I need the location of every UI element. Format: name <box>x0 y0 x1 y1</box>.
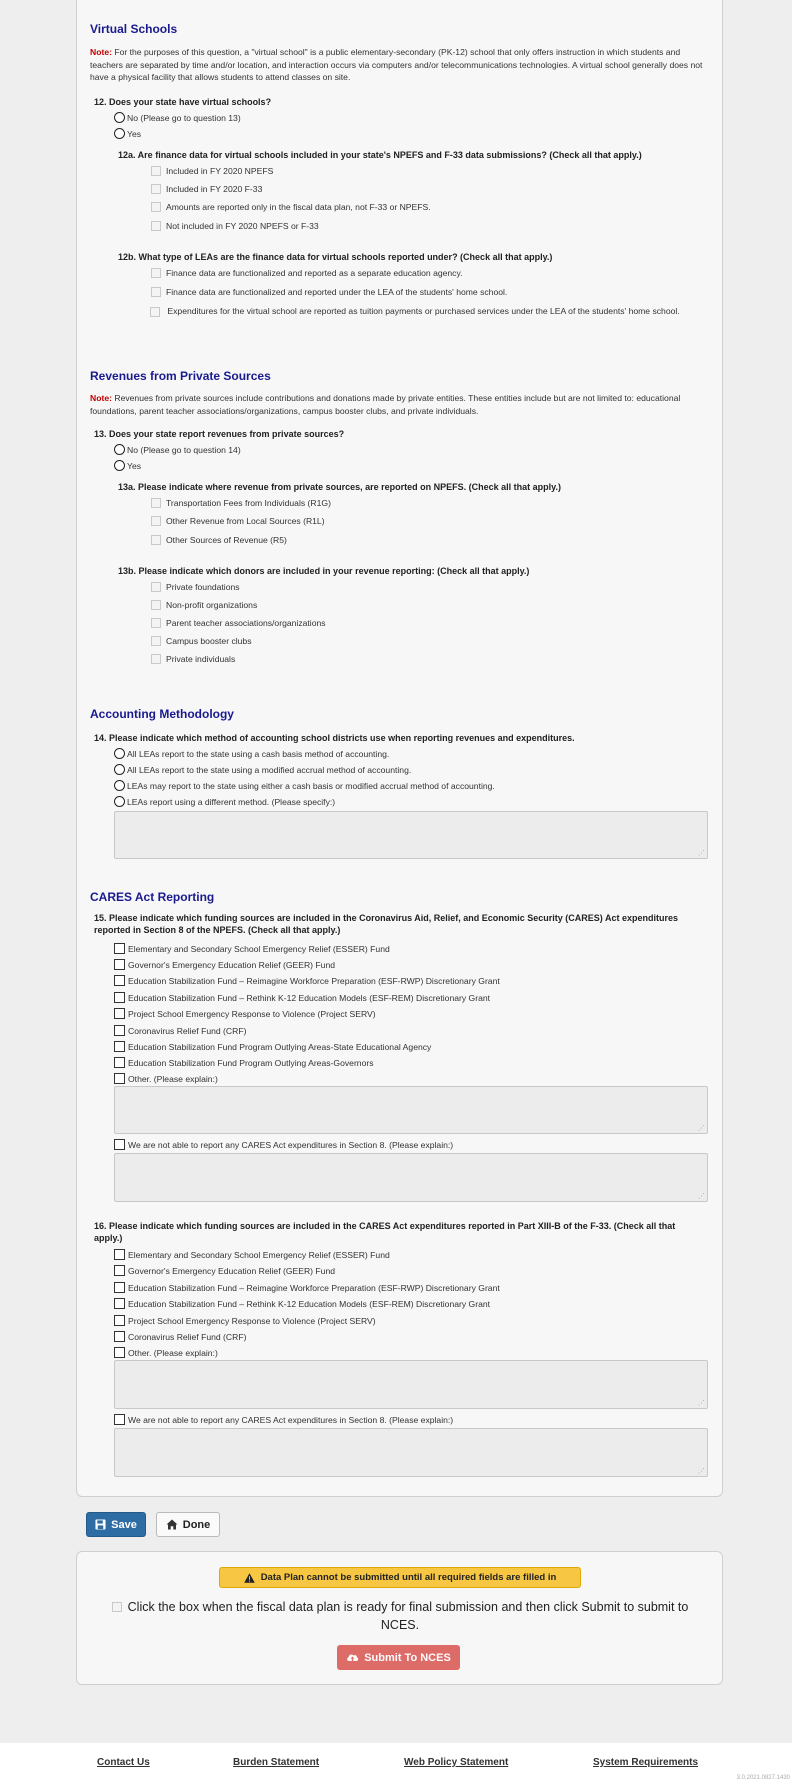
cloud-upload-icon <box>346 1652 359 1663</box>
q12b-option[interactable] <box>151 287 507 297</box>
checkbox[interactable] <box>151 582 161 592</box>
version-number: 3.0.2021.0827.1430 <box>736 1775 790 1781</box>
q16-not-able-textarea[interactable] <box>114 1428 708 1477</box>
note-text: For the purposes of this question, a "virtual school" is a public elementary-secondary (PK-12) school that only offers instruction in which students and teachers are separated by time and/or location, and interaction occurs via computers and/or telecommunications technologies. A virtual school generally does not have a physical facility that allows students to attend classes on site. <box>90 47 703 83</box>
radio-button[interactable] <box>114 748 125 759</box>
q12b-option[interactable] <box>151 268 463 278</box>
checkbox[interactable] <box>114 1057 125 1068</box>
q14-option[interactable] <box>114 780 495 791</box>
option-label: Private foundations <box>166 582 240 592</box>
q15-option[interactable] <box>114 1057 374 1068</box>
q16-not-able-option[interactable] <box>114 1414 453 1425</box>
option-label: Education Stabilization Fund – Rethink K-12 Education Models (ESF-REM) Discretionary Grant <box>128 992 491 1003</box>
option-label: We are not able to report any CARES Act expenditures in Section 8. (Please explain:) <box>128 1139 454 1150</box>
checkbox[interactable] <box>151 516 161 526</box>
q12a-option[interactable] <box>151 184 262 194</box>
q15-option[interactable] <box>114 1073 218 1084</box>
question-12a: 12a. Are finance data for virtual schools included in your state's NPEFS and F-33 data submissions? (Check all that apply.) <box>118 150 642 160</box>
resize-grip-icon[interactable]: ⋰ <box>698 1125 705 1132</box>
q16-other-textarea[interactable] <box>114 1360 708 1409</box>
q13b-option[interactable] <box>151 654 235 664</box>
radio-button[interactable] <box>114 128 125 139</box>
checkbox[interactable] <box>114 959 125 970</box>
q16-option[interactable] <box>114 1282 500 1293</box>
option-label: Project School Emergency Response to Violence (Project SERV) <box>128 1008 376 1019</box>
q12a-option[interactable] <box>151 221 319 231</box>
option-label: Non-profit organizations <box>166 600 258 610</box>
home-icon <box>166 1519 178 1530</box>
resize-grip-icon[interactable]: ⋰ <box>698 1468 705 1475</box>
q14-specify-textarea[interactable] <box>114 811 708 859</box>
q14-option[interactable] <box>114 764 411 775</box>
checkbox[interactable] <box>114 992 125 1003</box>
q12b-option[interactable] <box>150 304 698 318</box>
q13-option-no[interactable] <box>114 444 241 455</box>
option-label: Finance data are functionalized and reported as a separate education agency. <box>166 268 463 278</box>
option-label: All LEAs report to the state using a cash basis method of accounting. <box>127 748 390 759</box>
option-label: We are not able to report any CARES Act expenditures in Section 8. (Please explain:) <box>128 1414 454 1425</box>
option-label: No (Please go to question 14) <box>127 444 241 455</box>
footer-link-web-policy[interactable]: Web Policy Statement <box>404 1757 509 1768</box>
checkbox[interactable] <box>151 166 161 176</box>
question-15: 15. Please indicate which funding sources are included in the Coronavirus Aid, Relief, and Economic Security (CARES) Act expenditures reported in Section 8 of the NPEFS. (Check all that apply.) <box>94 913 678 935</box>
option-label: LEAs may report to the state using either a cash basis or modified accrual method of accounting. <box>127 780 495 791</box>
checkbox[interactable] <box>151 600 161 610</box>
question-14: 14. Please indicate which method of accounting school districts use when reporting revenues and expenditures. <box>94 733 575 743</box>
q16-option[interactable] <box>114 1347 218 1358</box>
footer-link-burden-statement[interactable]: Burden Statement <box>233 1757 320 1768</box>
option-label: Included in FY 2020 NPEFS <box>166 166 274 176</box>
checkbox[interactable] <box>114 1025 125 1036</box>
private-sources-note <box>90 392 710 417</box>
option-label: Governor's Emergency Education Relief (GEER) Fund <box>128 1265 336 1276</box>
save-label: Save <box>111 1518 137 1531</box>
option-label: Education Stabilization Fund Program Outlying Areas-State Educational Agency <box>128 1041 432 1052</box>
q15-other-textarea[interactable] <box>114 1086 708 1134</box>
option-label: Project School Emergency Response to Violence (Project SERV) <box>128 1315 376 1326</box>
checkbox[interactable] <box>151 535 161 545</box>
option-label: Yes <box>127 460 142 471</box>
checkbox[interactable] <box>114 1298 125 1309</box>
virtual-schools-note <box>90 46 710 84</box>
option-label: Other. (Please explain:) <box>128 1073 218 1084</box>
checkbox[interactable] <box>151 268 161 278</box>
checkbox[interactable] <box>114 1041 125 1052</box>
checkbox[interactable] <box>151 654 161 664</box>
done-label: Done <box>182 1518 211 1531</box>
checkbox[interactable] <box>114 1347 125 1358</box>
floppy-disk-icon <box>95 1519 106 1530</box>
q13-option-yes[interactable] <box>114 460 141 471</box>
note-label: Note: <box>90 47 112 57</box>
note-text: Revenues from private sources include contributions and donations made by private entities. These entities include but are not limited to: educational foundations, parent teacher associations/organizations, campus booster clubs, and private individuals. <box>90 393 681 416</box>
q13b-option[interactable] <box>151 636 252 646</box>
q15-option[interactable] <box>114 1041 431 1052</box>
done-button[interactable] <box>156 1512 220 1537</box>
section-title-private-sources: Revenues from Private Sources <box>90 369 271 383</box>
option-label: Expenditures for the virtual school are reported as tuition payments or purchased services under the LEA of the students' home school. <box>167 306 680 316</box>
note-label: Note: <box>90 393 112 403</box>
checkbox[interactable] <box>151 221 161 231</box>
question-16: 16. Please indicate which funding sources are included in the CARES Act expenditures reported in Part XIII-B of the F-33. (Check all that apply.) <box>94 1221 676 1243</box>
checkbox[interactable] <box>114 1282 125 1293</box>
instruction-text: Click the box when the fiscal data plan is ready for final submission and then click Submit to submit to NCES. <box>127 1600 689 1632</box>
radio-button[interactable] <box>114 780 125 791</box>
q16-option[interactable] <box>114 1298 490 1309</box>
option-label: LEAs report using a different method. (Please specify:) <box>127 796 336 807</box>
submit-to-nces-button[interactable] <box>337 1645 460 1670</box>
checkbox[interactable] <box>114 1249 125 1260</box>
checkbox[interactable] <box>114 943 125 954</box>
q13b-option[interactable] <box>151 618 326 628</box>
section-title-cares: CARES Act Reporting <box>90 890 215 904</box>
option-label: Campus booster clubs <box>166 636 252 646</box>
q16-option[interactable] <box>114 1315 376 1326</box>
final-submission-instruction <box>100 1598 700 1634</box>
required-fields-warning <box>219 1567 581 1588</box>
q13a-option[interactable] <box>151 535 287 545</box>
radio-button[interactable] <box>114 112 125 123</box>
option-label: Parent teacher associations/organizations <box>166 618 326 628</box>
option-label: Coronavirus Relief Fund (CRF) <box>128 1025 247 1036</box>
checkbox[interactable] <box>151 287 161 297</box>
radio-button[interactable] <box>114 460 125 471</box>
footer-link-system-requirements[interactable]: System Requirements <box>593 1757 699 1768</box>
radio-button[interactable] <box>114 796 125 807</box>
checkbox[interactable] <box>150 307 160 317</box>
option-label: Education Stabilization Fund – Reimagine Workforce Preparation (ESF-RWP) Discretionary Grant <box>128 975 500 986</box>
section-title-accounting: Accounting Methodology <box>90 707 234 721</box>
option-label: Yes <box>127 128 142 139</box>
q15-option[interactable] <box>114 959 335 970</box>
checkbox[interactable] <box>114 1139 125 1150</box>
checkbox[interactable] <box>151 184 161 194</box>
q13b-option[interactable] <box>151 582 240 592</box>
q13a-option[interactable] <box>151 498 331 508</box>
q15-not-able-option[interactable] <box>114 1139 453 1150</box>
q14-option[interactable] <box>114 796 335 807</box>
option-label: Governor's Emergency Education Relief (GEER) Fund <box>128 959 336 970</box>
checkbox[interactable] <box>114 1008 125 1019</box>
q12a-option[interactable] <box>151 166 273 176</box>
save-button[interactable] <box>86 1512 146 1537</box>
q15-option[interactable] <box>114 975 500 986</box>
option-label: Education Stabilization Fund Program Outlying Areas-Governors <box>128 1057 374 1068</box>
resize-grip-icon[interactable]: ⋰ <box>698 850 705 857</box>
option-label: Private individuals <box>166 654 236 664</box>
checkbox[interactable] <box>114 1331 125 1342</box>
section-title-virtual-schools: Virtual Schools <box>90 22 178 36</box>
option-label: Not included in FY 2020 NPEFS or F-33 <box>166 221 319 231</box>
footer-link-contact-us[interactable]: Contact Us <box>97 1757 150 1768</box>
q16-option[interactable] <box>114 1265 335 1276</box>
option-label: Elementary and Secondary School Emergency Relief (ESSER) Fund <box>128 1249 390 1260</box>
option-label: Finance data are functionalized and reported under the LEA of the students' home school. <box>166 287 508 297</box>
checkbox[interactable] <box>151 498 161 508</box>
page-footer <box>0 1743 792 1783</box>
q15-option[interactable] <box>114 992 490 1003</box>
option-label: Education Stabilization Fund – Reimagine Workforce Preparation (ESF-RWP) Discretionary Grant <box>128 1282 500 1293</box>
checkbox[interactable] <box>114 1265 125 1276</box>
option-label: Other Revenue from Local Sources (R1L) <box>166 516 325 526</box>
option-label: Amounts are reported only in the fiscal data plan, not F-33 or NPEFS. <box>166 202 431 212</box>
checkbox[interactable] <box>151 618 161 628</box>
option-label: All LEAs report to the state using a modified accrual method of accounting. <box>127 764 412 775</box>
checkbox[interactable] <box>151 636 161 646</box>
warning-text: Data Plan cannot be submitted until all required fields are filled in <box>260 1572 557 1583</box>
option-label: Education Stabilization Fund – Rethink K-12 Education Models (ESF-REM) Discretionary Grant <box>128 1298 491 1309</box>
option-label: Transportation Fees from Individuals (R1G) <box>166 498 331 508</box>
checkbox[interactable] <box>114 1073 125 1084</box>
q16-option[interactable] <box>114 1331 246 1342</box>
q14-option[interactable] <box>114 748 389 759</box>
final-submission-checkbox[interactable] <box>112 1602 122 1612</box>
resize-grip-icon[interactable]: ⋰ <box>698 1400 705 1407</box>
question-13: 13. Does your state report revenues from private sources? <box>94 429 345 439</box>
checkbox[interactable] <box>114 1414 125 1425</box>
q13a-option[interactable] <box>151 516 325 526</box>
option-label: Other Sources of Revenue (R5) <box>166 535 287 545</box>
checkbox[interactable] <box>151 202 161 212</box>
option-label: Coronavirus Relief Fund (CRF) <box>128 1331 247 1342</box>
q15-option[interactable] <box>114 943 390 954</box>
q15-not-able-textarea[interactable] <box>114 1153 708 1202</box>
question-13a: 13a. Please indicate where revenue from private sources, are reported on NPEFS. (Check all that apply.) <box>118 482 561 492</box>
resize-grip-icon[interactable]: ⋰ <box>698 1193 705 1200</box>
q15-option[interactable] <box>114 1025 246 1036</box>
option-label: No (Please go to question 13) <box>127 112 241 123</box>
checkbox[interactable] <box>114 975 125 986</box>
question-12: 12. Does your state have virtual schools? <box>94 97 272 107</box>
q15-option[interactable] <box>114 1008 376 1019</box>
option-label: Other. (Please explain:) <box>128 1347 218 1358</box>
radio-button[interactable] <box>114 444 125 455</box>
q12-option-no[interactable] <box>114 112 241 123</box>
q13b-option[interactable] <box>151 600 257 610</box>
submit-label: Submit To NCES <box>364 1651 451 1664</box>
q12a-option[interactable] <box>151 202 431 212</box>
option-label: Elementary and Secondary School Emergency Relief (ESSER) Fund <box>128 943 390 954</box>
q12-option-yes[interactable] <box>114 128 141 139</box>
warning-icon <box>244 1573 255 1583</box>
option-label: Included in FY 2020 F-33 <box>166 184 263 194</box>
question-12b: 12b. What type of LEAs are the finance data for virtual schools reported under? (Check all that apply.) <box>118 252 553 262</box>
question-13b: 13b. Please indicate which donors are included in your revenue reporting: (Check all that apply.) <box>118 566 530 576</box>
q16-option[interactable] <box>114 1249 390 1260</box>
radio-button[interactable] <box>114 764 125 775</box>
checkbox[interactable] <box>114 1315 125 1326</box>
